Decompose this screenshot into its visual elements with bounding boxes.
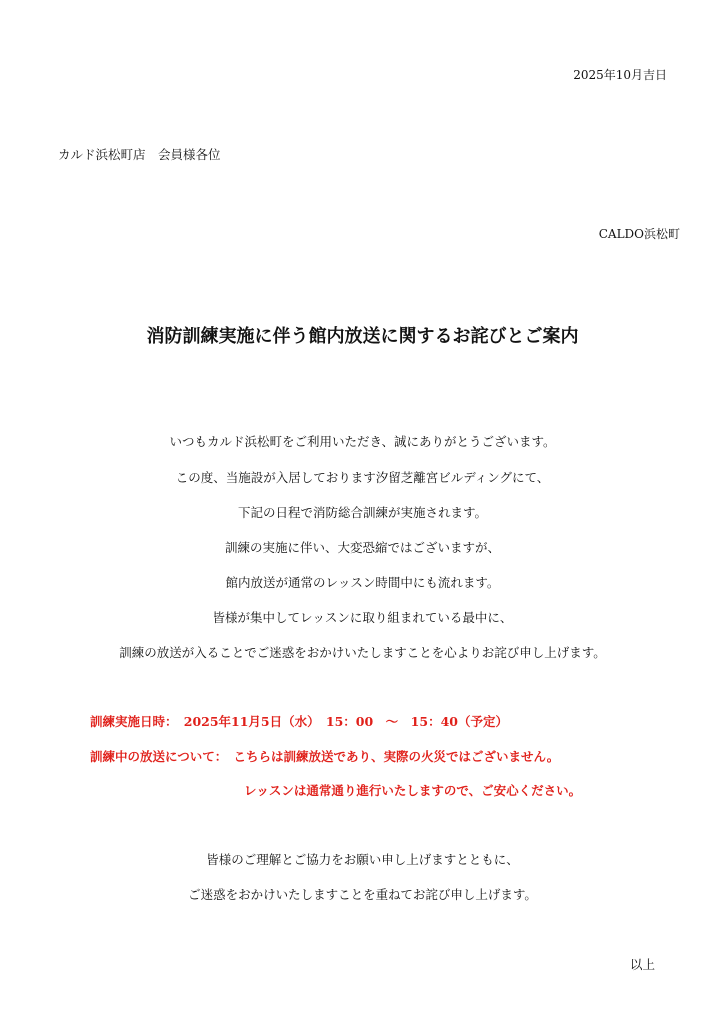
- document-date: 2025年10月吉日: [573, 68, 667, 82]
- end-mark: 以上: [629, 957, 655, 972]
- closing-line: 皆様のご理解とご協力をお願い申し上げますとともに、: [206, 852, 519, 867]
- body-line: 皆様が集中してレッスンに取り組まれている最中に、: [212, 610, 513, 625]
- body-line: 訓練の実施に伴い、大変恐縮ではございますが、: [224, 540, 500, 555]
- body-line: この度、当施設が入居しております汐留芝離宮ビルディングにて、: [175, 470, 550, 485]
- body-line: 下記の日程で消防総合訓練が実施されます。: [237, 505, 487, 520]
- notice-broadcast-line2: レッスンは通常通り進行いたしますので、ご安心ください。: [244, 783, 582, 798]
- notice-broadcast-line1: 訓練中の放送について： こちらは訓練放送であり、実際の火災ではございません。: [90, 749, 560, 764]
- notice-datetime: 訓練実施日時： 2025年11月5日（水） 15：00 〜 15：40（予定）: [90, 714, 508, 729]
- document-title: 消防訓練実施に伴う館内放送に関するお詫びとご案内: [146, 326, 579, 347]
- body-line: いつもカルド浜松町をご利用いただき、誠にありがとうございます。: [169, 434, 556, 449]
- body-line: 館内放送が通常のレッスン時間中にも流れます。: [225, 575, 500, 590]
- sender-name: CALDO浜松町: [598, 227, 680, 241]
- body-line: 訓練の放送が入ることでご迷惑をおかけいたしますことを心よりお詫び申し上げます。: [119, 645, 606, 660]
- closing-line: ご迷惑をおかけいたしますことを重ねてお詫び申し上げます。: [188, 887, 537, 902]
- recipient-line: カルド浜松町店 会員様各位: [58, 147, 221, 162]
